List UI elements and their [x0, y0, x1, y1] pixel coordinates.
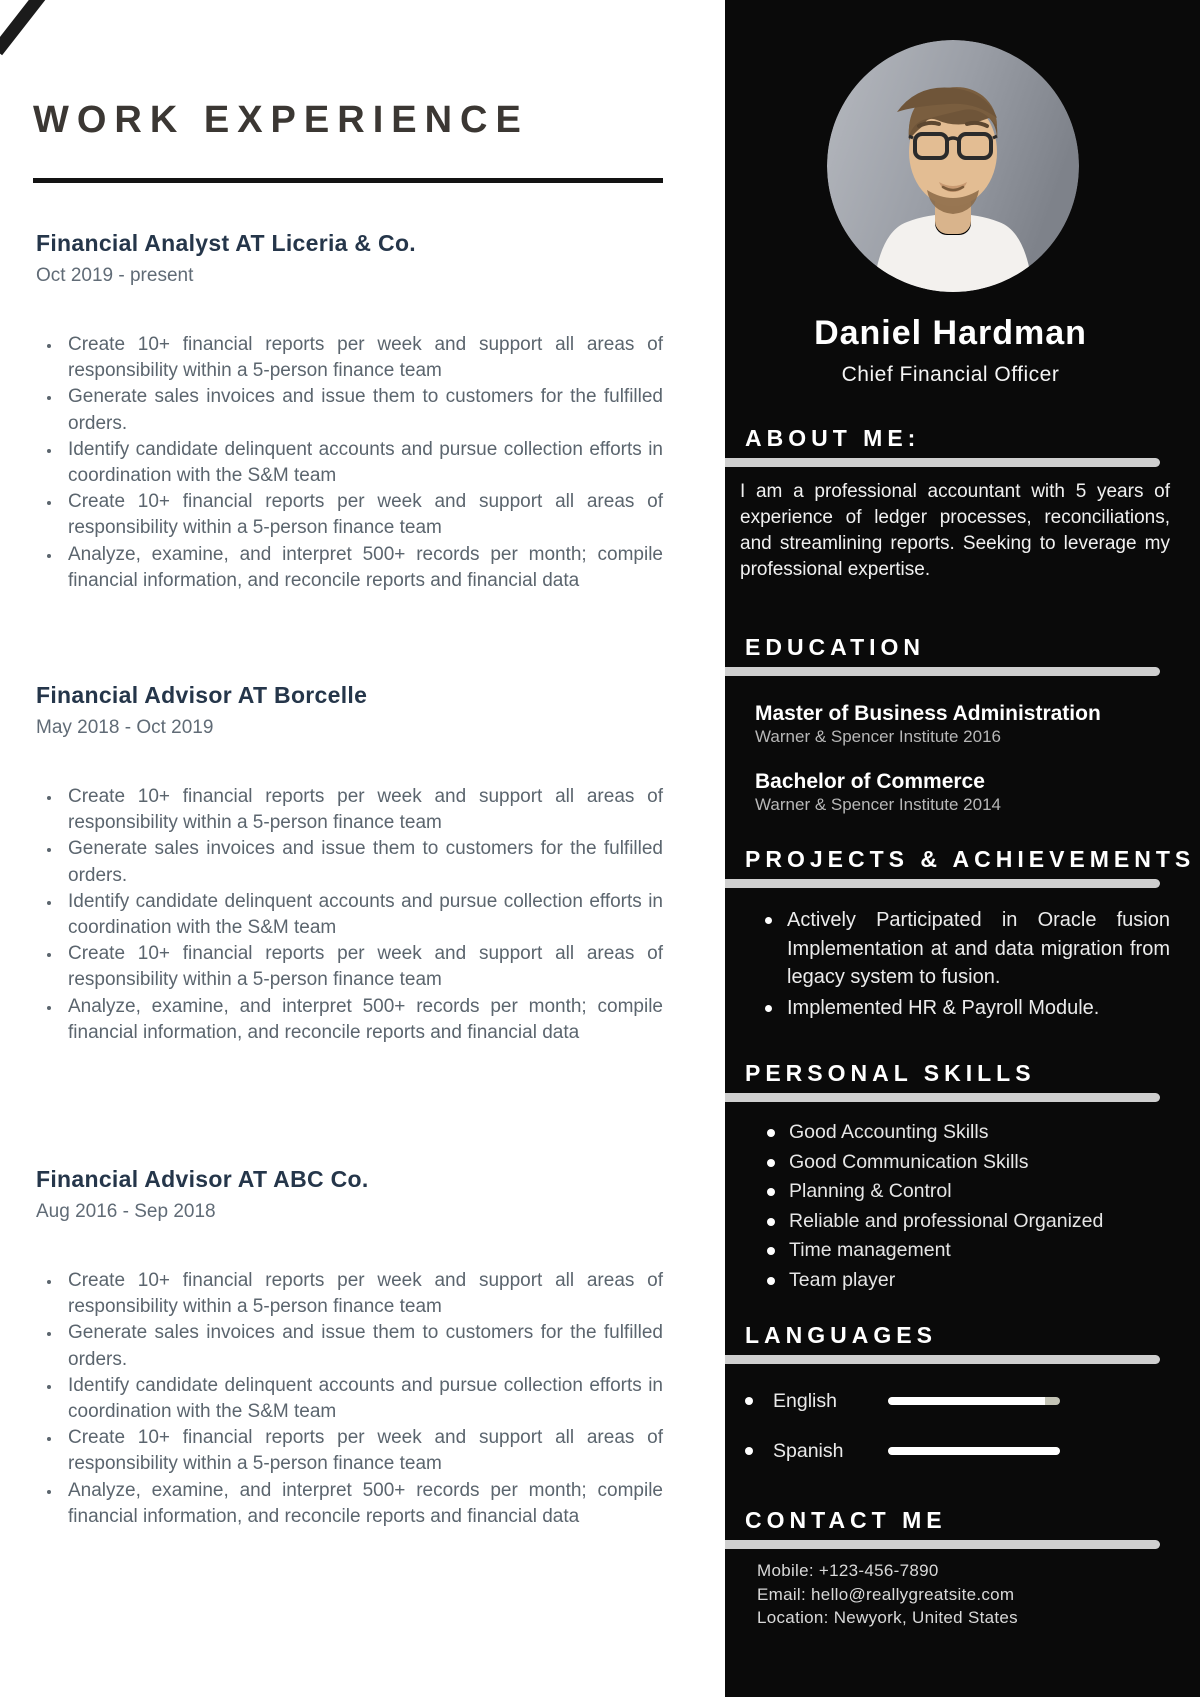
- project-bullet-item: Implemented HR & Payroll Module.: [779, 994, 1170, 1023]
- job-bullet-item: • Generate sales invoices and issue them to customers for the fulfilled orders.: [62, 1320, 663, 1372]
- projects-list: [765, 906, 1170, 1022]
- job-bullet-item: • Identify candidate delinquent accounts and pursue collection efforts in coordination with the S&M team: [62, 889, 663, 941]
- contact-divider: [725, 1540, 1160, 1549]
- language-level-fill: [888, 1447, 1060, 1455]
- contact-line: Mobile: +123-456-7890: [757, 1561, 939, 1580]
- language-level-bar: [888, 1447, 1060, 1455]
- education-item: [755, 770, 1200, 816]
- language-level-bar: [888, 1397, 1060, 1405]
- education-heading: EDUCATION: [745, 634, 926, 660]
- skill-item: Time management: [779, 1236, 1200, 1266]
- job-entry: [36, 682, 663, 1046]
- job-bullet-item: • Create 10+ financial reports per week and support all areas of responsibility within a 5-person finance team: [62, 332, 663, 384]
- language-row: [745, 1390, 1200, 1412]
- job-bullet-item: • Create 10+ financial reports per week and support all areas of responsibility within a 5-person finance team: [62, 1425, 663, 1477]
- skill-item: Team player: [779, 1266, 1200, 1296]
- about-text: I am a professional accountant with 5 years of experience of ledger processes, reconciliations, and streamlining reports. Seeking to leverage my professional expertise.: [740, 481, 1170, 580]
- job-bullet-list: [46, 784, 663, 1046]
- about-divider: [725, 458, 1160, 467]
- job-title: Financial Advisor AT Borcelle: [36, 682, 368, 709]
- portrait-photo-illustration: [827, 40, 1079, 292]
- job-bullet-item: • Analyze, examine, and interpret 500+ records per month; compile financial information, and reconcile reports and financial data: [62, 1478, 663, 1530]
- education-list: [725, 702, 1200, 816]
- avatar: [827, 40, 1079, 292]
- languages-list: [725, 1390, 1200, 1462]
- job-bullet-list: [46, 332, 663, 594]
- skill-item: Good Communication Skills: [779, 1148, 1200, 1178]
- job-dates: Oct 2019 - present: [36, 265, 194, 286]
- job-bullet-item: • Generate sales invoices and issue them to customers for the fulfilled orders.: [62, 836, 663, 888]
- job-bullet-item: • Create 10+ financial reports per week and support all areas of responsibility within a 5-person finance team: [62, 1268, 663, 1320]
- language-level-fill: [888, 1397, 1045, 1405]
- language-row: [745, 1440, 1200, 1462]
- skills-divider: [725, 1093, 1160, 1102]
- education-degree: Bachelor of Commerce: [755, 770, 985, 793]
- about-heading: ABOUT ME:: [745, 425, 921, 451]
- projects-divider: [725, 879, 1160, 888]
- languages-divider: [725, 1355, 1160, 1364]
- language-bullet-dot: [745, 1397, 753, 1405]
- profile-role: Chief Financial Officer: [841, 363, 1060, 386]
- profile-name: Daniel Hardman: [814, 314, 1087, 352]
- job-bullet-item: • Generate sales invoices and issue them to customers for the fulfilled orders.: [62, 384, 663, 436]
- job-bullet-list: [46, 1268, 663, 1530]
- job-title: Financial Advisor AT ABC Co.: [36, 1166, 369, 1193]
- profile-panel: [725, 0, 1200, 1697]
- job-dates: May 2018 - Oct 2019: [36, 717, 214, 739]
- job-entry: [36, 230, 663, 594]
- contact-lines: [725, 1559, 1200, 1630]
- skill-item: Planning & Control: [779, 1177, 1200, 1207]
- job-bullet-item: • Create 10+ financial reports per week and support all areas of responsibility within a 5-person finance team: [62, 489, 663, 541]
- jobs-container: [0, 230, 725, 1530]
- education-item: [755, 702, 1200, 748]
- contact-line: Email: hello@reallygreatsite.com: [757, 1584, 1015, 1604]
- job-bullet-item: • Analyze, examine, and interpret 500+ records per month; compile financial information, and reconcile reports and financial data: [62, 542, 663, 594]
- job-bullet-item: • Create 10+ financial reports per week and support all areas of responsibility within a 5-person finance team: [62, 784, 663, 836]
- contact-line: Location: Newyork, United States: [757, 1608, 1018, 1627]
- education-school: Warner & Spencer Institute 2016: [755, 727, 1002, 746]
- language-name: Spanish: [773, 1439, 844, 1462]
- languages-heading: LANGUAGES: [745, 1322, 937, 1348]
- work-experience-divider: [33, 178, 663, 183]
- work-experience-title: WORK EXPERIENCE: [33, 99, 529, 141]
- job-title: Financial Analyst AT Liceria & Co.: [36, 230, 416, 256]
- skill-item: Reliable and professional Organized: [779, 1207, 1200, 1237]
- job-bullet-item: • Analyze, examine, and interpret 500+ records per month; compile financial information, and reconcile reports and financial data: [62, 994, 663, 1046]
- job-entry: [36, 1166, 663, 1530]
- job-dates: Aug 2016 - Sep 2018: [36, 1201, 216, 1223]
- skill-item: Good Accounting Skills: [779, 1118, 1200, 1148]
- job-bullet-item: • Identify candidate delinquent accounts and pursue collection efforts in coordination with the S&M team: [62, 437, 663, 489]
- language-bullet-dot: [745, 1447, 753, 1455]
- skills-heading: PERSONAL SKILLS: [745, 1060, 1036, 1086]
- skills-list: [765, 1118, 1200, 1295]
- education-degree: Master of Business Administration: [755, 702, 1101, 725]
- job-bullet-item: • Identify candidate delinquent accounts and pursue collection efforts in coordination with the S&M team: [62, 1373, 663, 1425]
- projects-heading: PROJECTS & ACHIEVEMENTS: [745, 846, 1196, 872]
- education-school: Warner & Spencer Institute 2014: [755, 795, 1002, 814]
- job-bullet-item: • Create 10+ financial reports per week and support all areas of responsibility within a 5-person finance team: [62, 941, 663, 993]
- education-divider: [725, 667, 1160, 676]
- language-name: English: [773, 1389, 837, 1412]
- contact-heading: CONTACT ME: [745, 1507, 947, 1533]
- project-bullet-item: Actively Participated in Oracle fusion Implementation at and data migration from legacy system to fusion.: [779, 906, 1170, 992]
